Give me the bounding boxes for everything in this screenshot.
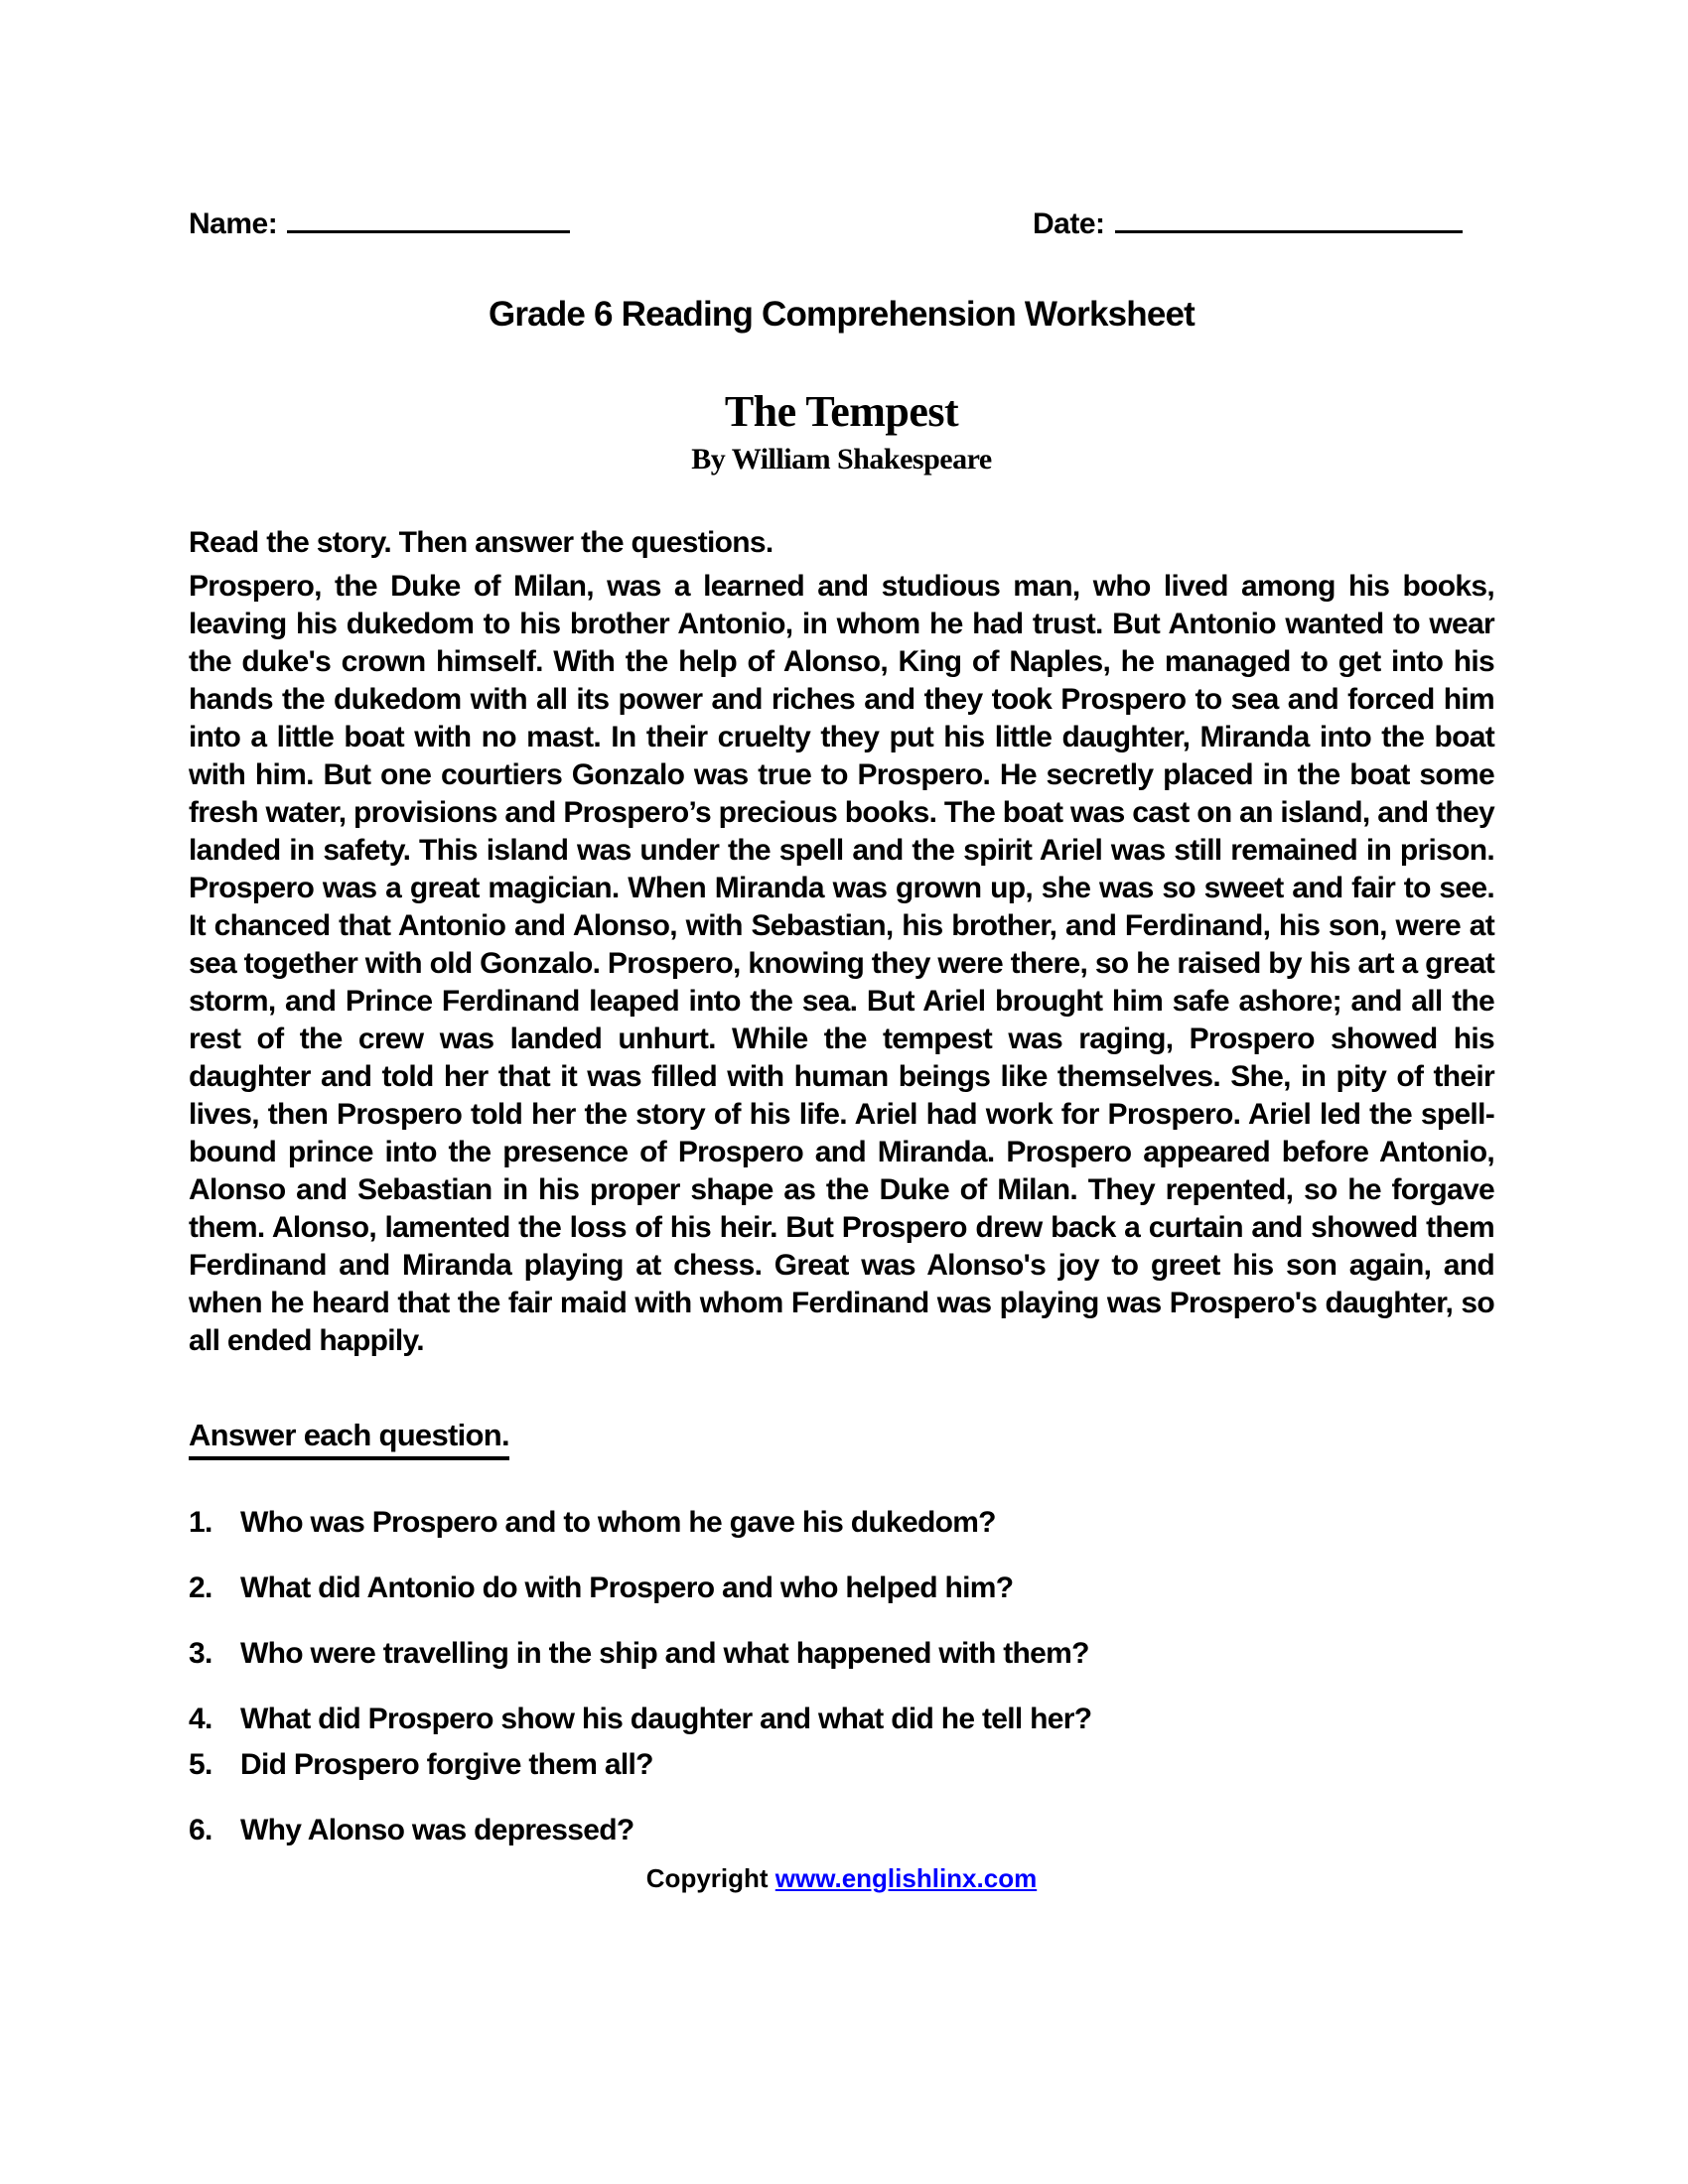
question-list (189, 1506, 1494, 1847)
question-number: 5. (189, 1748, 212, 1781)
copyright-label: Copyright (645, 1863, 769, 1893)
question-number: 3. (189, 1637, 212, 1670)
question-text: Why Alonso was depressed? (240, 1814, 634, 1846)
question-item-1 (189, 1506, 1494, 1540)
question-number: 1. (189, 1506, 212, 1539)
question-text: Did Prospero forgive them all? (240, 1748, 653, 1781)
worksheet-title: Grade 6 Reading Comprehension Worksheet (488, 295, 1196, 334)
question-number: 2. (189, 1571, 212, 1604)
story-text: Prospero, the Duke of Milan, was a learned and studious man, who lived among his books, leaving his dukedom to his brother Antonio, in whom he had trust. But Antonio wanted to wear the duke's crown himself. With the help of Alonso, King of Naples, he managed to get into his hands the dukedom with all its power and riches and they took Prospero to sea and forced him into a little boat with no mast. In their cruelty they put his little daughter, Miranda into the boat with him. But one courtiers Gonzalo was true to Prospero. He secretly placed in the boat some fresh water, provisions and Prospero’s precious books. The boat was cast on an island, and they landed in safety. This island was under the spell and the spirit Ariel was still remained in prison. Prospero was a great magician. When Miranda was grown up, she was so sweet and fair to see. It chanced that Antonio and Alonso, with Sebastian, his brother, and Ferdinand, his son, were at sea together with old Gonzalo. Prospero, knowing they were there, so he raised by his art a great storm, and Prince Ferdinand leaped into the sea. But Ariel brought him safe ashore; and all the rest of the crew was landed unhurt. While the tempest was raging, Prospero showed his daughter and told her that it was filled with human beings like themselves. She, in pity of their lives, then Prospero told her the story of his life. Ariel had work for Prospero. Ariel led the spell-bound prince into the presence of Prospero and Miranda. Prospero appeared before Antonio, Alonso and Sebastian in his proper shape as the Duke of Milan. They repented, so he forgave them. Alonso, lamented the loss of his heir. But Prospero drew back a curtain and showed them Ferdinand and Miranda playing at chess. Great was Alonso's joy to greet his son again, and when he heard that the fair maid with whom Ferdinand was playing was Prospero's daughter, so all ended happily. (189, 570, 1494, 1357)
question-item-3 (189, 1637, 1494, 1671)
answer-section (189, 1418, 1494, 1460)
question-number: 4. (189, 1703, 212, 1735)
question-item-4 (189, 1703, 1494, 1736)
story-instructions: Read the story. Then answer the questions. (189, 526, 774, 559)
story-author: By William Shakespeare (691, 443, 992, 476)
name-label: Name: (189, 207, 278, 240)
footer (189, 1863, 1494, 1894)
date-label: Date: (1033, 207, 1105, 240)
question-item-5 (189, 1748, 1494, 1782)
question-text: Who were travelling in the ship and what happened with them? (240, 1637, 1089, 1670)
name-blank-line (287, 204, 570, 233)
question-text: What did Prospero show his daughter and what did he tell her? (240, 1703, 1092, 1735)
date-blank-line (1115, 204, 1463, 233)
name-field (189, 204, 570, 241)
name-date-row (189, 204, 1494, 251)
question-text: What did Antonio do with Prospero and who helped him? (240, 1571, 1014, 1604)
date-field (1033, 204, 1463, 241)
question-text: Who was Prospero and to whom he gave his dukedom? (240, 1506, 996, 1539)
question-number: 6. (189, 1814, 212, 1846)
question-item-2 (189, 1571, 1494, 1605)
story-title: The Tempest (724, 387, 959, 436)
answer-heading: Answer each question. (189, 1418, 509, 1460)
question-item-6 (189, 1814, 1494, 1847)
copyright-link[interactable]: www.englishlinx.com (774, 1863, 1038, 1893)
